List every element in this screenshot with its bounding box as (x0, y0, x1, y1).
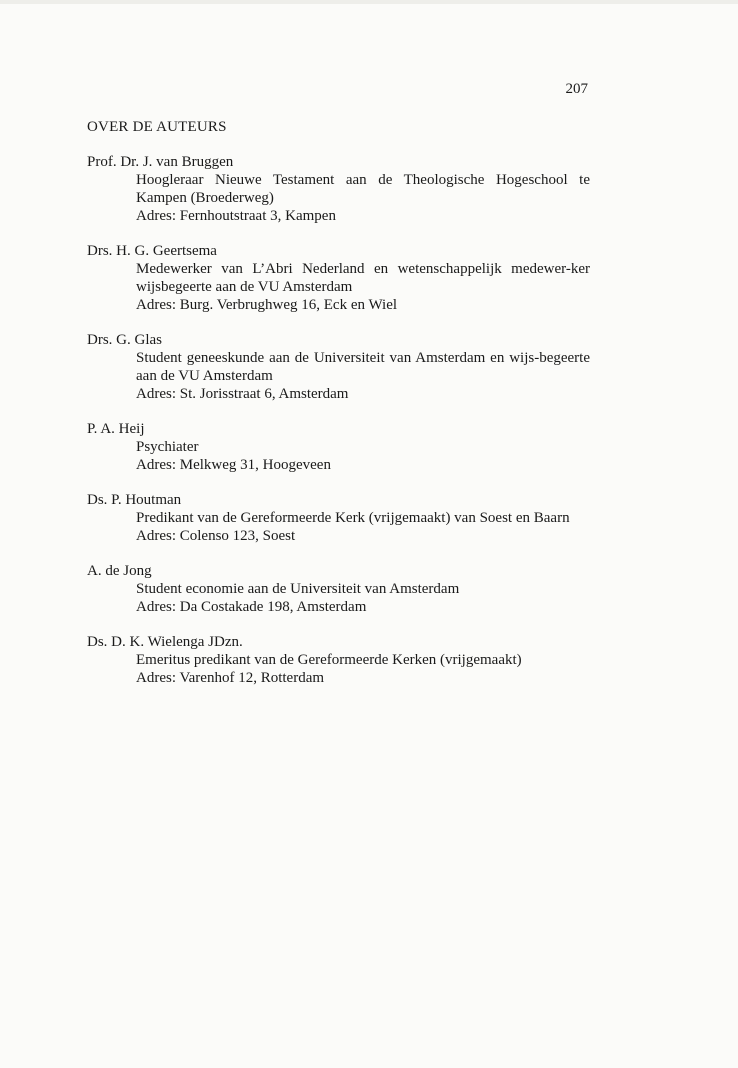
author-entry (87, 562, 590, 616)
author-name: A. de Jong (87, 563, 152, 579)
page-number: 207 (565, 81, 588, 97)
author-name: Ds. P. Houtman (87, 492, 182, 508)
author-list (87, 153, 590, 704)
author-entry (87, 331, 590, 403)
author-description: Predikant van de Gereformeerde Kerk (vrijgemaakt) van Soest en Baarn (136, 510, 570, 526)
author-address: Adres: Colenso 123, Soest (136, 528, 296, 544)
author-address: Adres: Da Costakade 198, Amsterdam (136, 599, 367, 615)
author-description: Student economie aan de Universiteit van Amsterdam (136, 581, 460, 597)
author-address: Adres: St. Jorisstraat 6, Amsterdam (136, 386, 349, 402)
author-name: Ds. D. K. Wielenga JDzn. (87, 634, 243, 650)
author-name: Prof. Dr. J. van Bruggen (87, 154, 234, 170)
author-address: Adres: Varenhof 12, Rotterdam (136, 670, 325, 686)
author-description: Emeritus predikant van de Gereformeerde Kerken (vrijgemaakt) (136, 652, 522, 668)
author-entry (87, 420, 590, 474)
author-name: Drs. H. G. Geertsema (87, 243, 217, 259)
page-heading: OVER DE AUTEURS (87, 119, 227, 135)
author-address: Adres: Melkweg 31, Hoogeveen (136, 457, 331, 473)
author-address: Adres: Fernhoutstraat 3, Kampen (136, 208, 336, 224)
author-entry (87, 153, 590, 225)
author-description: Hoogleraar Nieuwe Testament aan de Theologische Hogeschool te Kampen (Broederweg) (136, 172, 590, 206)
author-description: Psychiater (136, 439, 199, 455)
page-top-edge (0, 0, 738, 4)
author-address: Adres: Burg. Verbrughweg 16, Eck en Wiel (136, 297, 398, 313)
author-name: Drs. G. Glas (87, 332, 162, 348)
author-entry (87, 491, 590, 545)
author-entry (87, 242, 590, 314)
author-entry (87, 633, 590, 687)
author-description: Medewerker van L’Abri Nederland en wetenschappelijk medewer-ker wijsbegeerte aan de VU Amsterdam (136, 261, 590, 295)
author-description: Student geneeskunde aan de Universiteit van Amsterdam en wijs-begeerte aan de VU Amsterdam (136, 350, 590, 384)
author-name: P. A. Heij (87, 421, 145, 437)
